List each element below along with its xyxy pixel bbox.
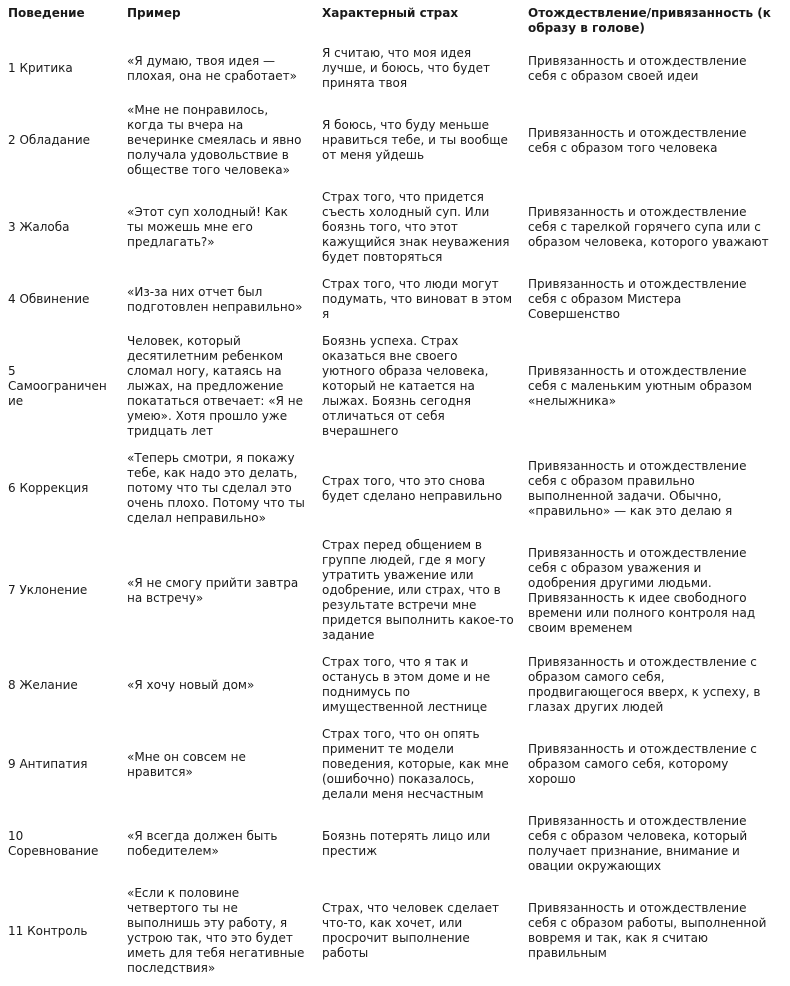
identification-cell: Привязанность и отождествление с образом самого себя, продвигающегося вверх, к успеху, в глазах других людей	[528, 655, 761, 714]
table-row	[8, 97, 786, 184]
example-cell: «Этот суп холодный! Как ты можешь мне его предлагать?»	[127, 205, 288, 249]
fear-cell: Боязнь потерять лицо или престиж	[322, 829, 491, 858]
behavior-cell: 1 Критика	[8, 61, 73, 75]
fear-cell: Я боюсь, что буду меньше нравиться тебе, и ты вообще от меня уйдешь	[322, 118, 508, 162]
fear-cell: Страх того, что я так и останусь в этом доме и не поднимусь по имущественной лестнице	[322, 655, 491, 714]
identification-cell: Привязанность и отождествление с образом самого себя, которому хорошо	[528, 742, 757, 786]
identification-cell: Привязанность и отождествление себя с образом того человека	[528, 125, 747, 155]
fear-cell: Страх, что человек сделает что-то, как хочет, или просрочит выполнение работы	[322, 901, 499, 960]
table-row	[8, 271, 786, 328]
table-row	[8, 808, 786, 880]
fear-cell: Я считаю, что моя идея лучше, и боюсь, что будет принята твоя	[322, 46, 491, 90]
fear-cell: Страх того, что придется съесть холодный суп. Или боязнь того, что этот кажущийся знак неуважения будет повторяться	[322, 190, 510, 264]
example-cell: «Из-за них отчет был подготовлен неправильно»	[127, 284, 303, 314]
table-row	[8, 532, 786, 649]
behavior-cell: 9 Антипатия	[8, 757, 88, 771]
identification-cell: Привязанность и отождествление себя с образом работы, выполненной вовремя и так, как я считаю правильным	[528, 901, 767, 960]
table-header-row	[8, 4, 786, 40]
header-identification: Отождествление/привязанность (к образу в голове)	[528, 6, 771, 35]
header-fear: Характерный страх	[322, 6, 459, 20]
identification-cell: Привязанность и отождествление себя с тарелкой горячего супа или с образом человека, которого уважают	[528, 205, 769, 249]
table-row	[8, 184, 786, 271]
example-cell: «Я хочу новый дом»	[127, 677, 255, 692]
identification-cell: Привязанность и отождествление себя с маленьким уютным образом «нелыжника»	[528, 364, 752, 408]
identification-cell: Привязанность и отождествление себя с образом человека, который получает признание, внимание и овации окружающих	[528, 814, 748, 873]
header-behavior: Поведение	[8, 6, 85, 20]
identification-cell: Привязанность и отождествление себя с образом Мистера Совершенство	[528, 277, 747, 321]
identification-cell: Привязанность и отождествление себя с образом уважения и одобрения другими людьми. Привязанность к идее свободного времени или полного контроля над своим временем	[528, 545, 756, 635]
behavior-cell: 11 Контроль	[8, 923, 88, 938]
behavior-cell: 2 Обладание	[8, 133, 90, 147]
table-row	[8, 721, 786, 808]
behavior-cell: 5 Самоограничение	[8, 364, 107, 408]
behavior-fear-table	[8, 4, 786, 982]
example-cell: «Я не смогу прийти завтра на встречу»	[127, 575, 299, 605]
example-cell: «Мне не понравилось, когда ты вчера на вечеринке смеялась и явно получала удовольствие в обществе того человека»	[127, 103, 302, 177]
example-cell: «Я всегда должен быть победителем»	[127, 829, 278, 858]
table-row	[8, 328, 786, 445]
table-row	[8, 40, 786, 97]
behavior-cell: 6 Коррекция	[8, 481, 89, 495]
example-cell: «Мне он совсем не нравится»	[127, 749, 246, 779]
behavior-cell: 4 Обвинение	[8, 292, 90, 306]
table-row	[8, 445, 786, 532]
identification-cell: Привязанность и отождествление себя с образом правильно выполненной задачи. Обычно, «правильно» — как это делаю я	[528, 458, 747, 518]
fear-cell: Страх того, что это снова будет сделано неправильно	[322, 473, 503, 503]
behavior-cell: 10 Соревнование	[8, 829, 99, 858]
fear-cell: Боязнь успеха. Страх оказаться вне своего уютного образа человека, который не катается на лыжах. Боязнь сегодня отличаться от себя вчерашнего	[322, 334, 489, 438]
behavior-cell: 8 Желание	[8, 677, 78, 692]
header-example: Пример	[127, 6, 181, 20]
example-cell: «Теперь смотри, я покажу тебе, как надо это делать, потому что ты сделал это очень плохо. Потому что ты сделал неправильно»	[127, 451, 305, 525]
behavior-cell: 3 Жалоба	[8, 220, 70, 234]
example-cell: «Я думаю, твоя идея — плохая, она не сработает»	[127, 53, 297, 83]
table-row	[8, 880, 786, 982]
fear-cell: Страх перед общением в группе людей, где я могу утратить уважение или одобрение, или страх, что в результате встречи мне придется выполнить какое-то задание	[322, 538, 514, 642]
fear-cell: Страх того, что люди могут подумать, что виноват в этом я	[322, 277, 513, 321]
example-cell: «Если к половине четвертого ты не выполнишь эту работу, я устрою так, что это будет иметь для тебя негативные последствия»	[127, 886, 305, 975]
behavior-cell: 7 Уклонение	[8, 583, 88, 597]
table-row	[8, 649, 786, 721]
identification-cell: Привязанность и отождествление себя с образом своей идеи	[528, 53, 747, 83]
example-cell: Человек, который десятилетним ребенком сломал ногу, катаясь на лыжах, на предложение покататься отвечает: «Я не умею». Хотя прошло уже тридцать лет	[127, 334, 304, 438]
fear-cell: Страх того, что он опять применит те модели поведения, которые, как мне (ошибочно) показалось, делали меня несчастным	[322, 727, 509, 801]
